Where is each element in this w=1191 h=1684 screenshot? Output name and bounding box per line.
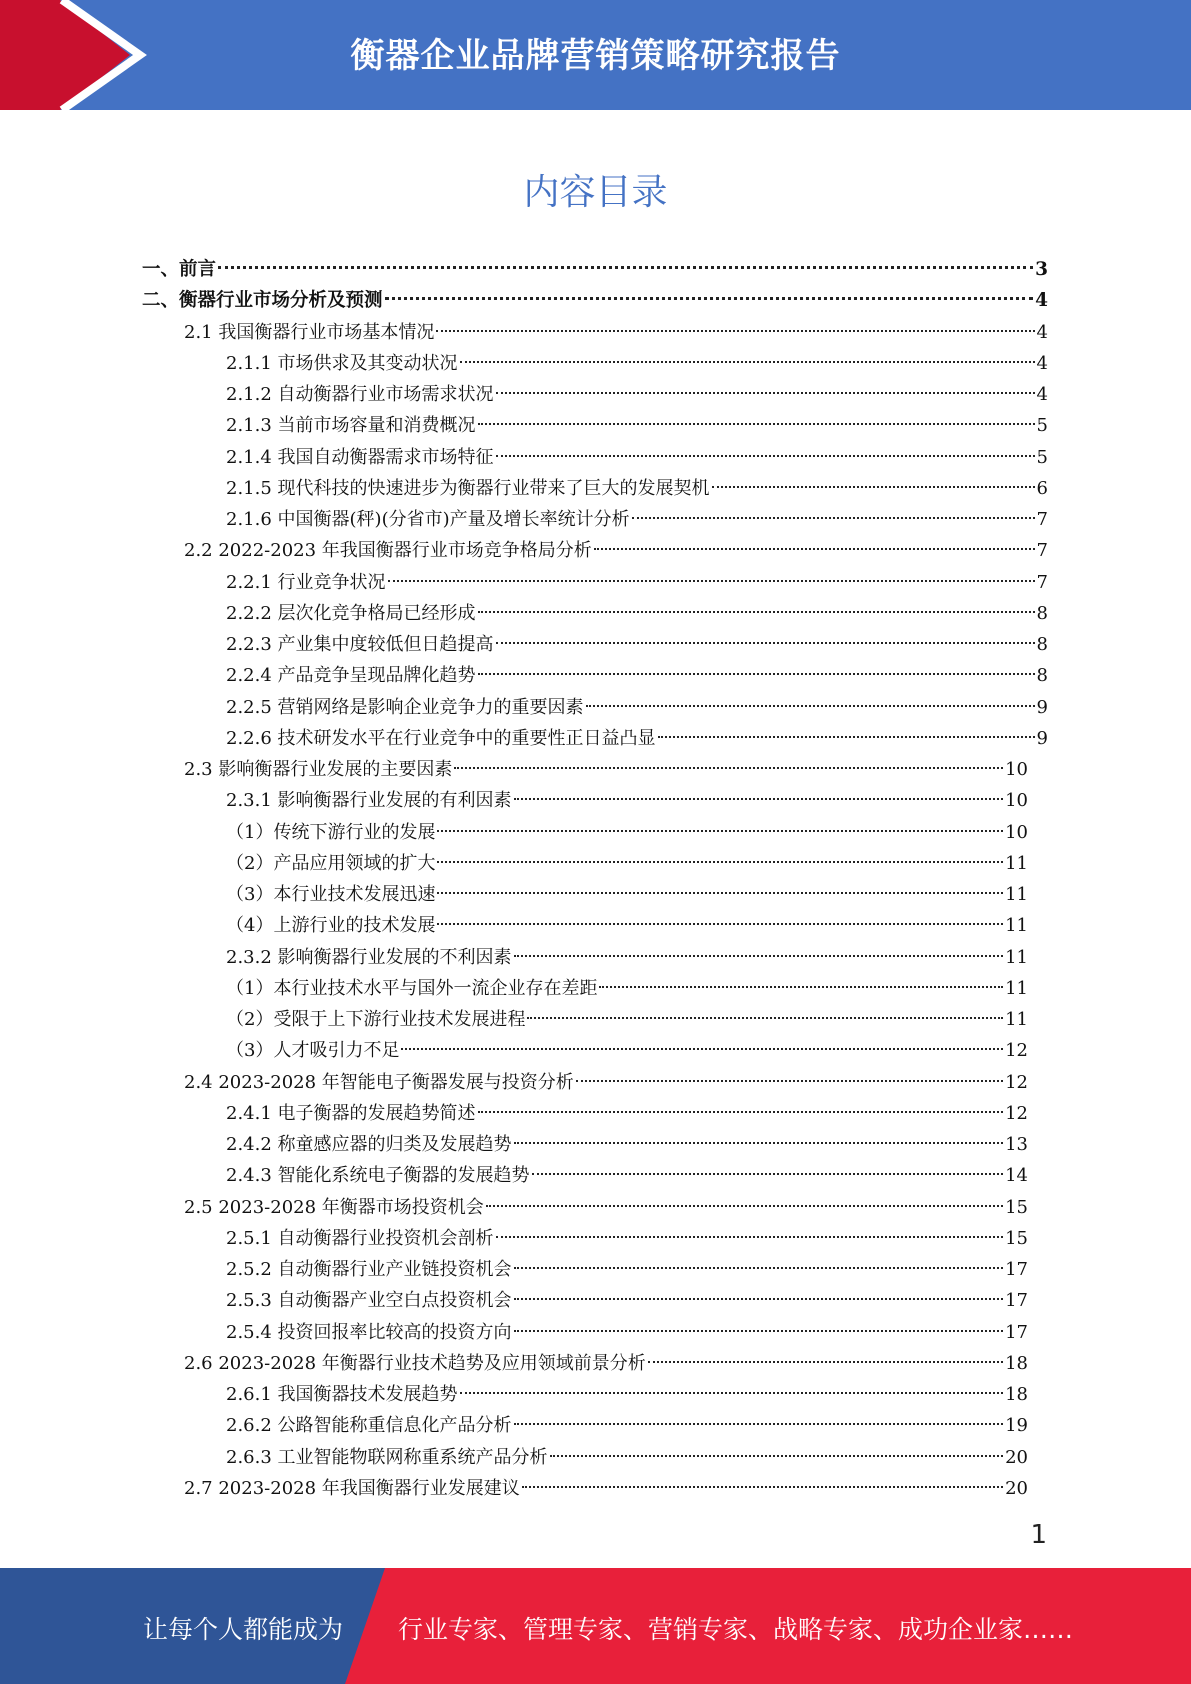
toc-entry-label: 2.1.1 市场供求及其变动状况 (226, 352, 458, 374)
toc-entry-page: 20 (1005, 1477, 1028, 1499)
toc-entry[interactable] (226, 1317, 1028, 1348)
toc-leader-dots (514, 1298, 1004, 1300)
toc-leader-dots (712, 486, 1035, 488)
toc-entry-page: 15 (1005, 1196, 1028, 1218)
toc-entry-label: （3）人才吸引力不足 (226, 1040, 400, 1062)
toc-entry-page: 11 (1005, 946, 1028, 968)
toc-entry[interactable] (226, 442, 1048, 473)
toc-entry-label: 2.2 2022-2023 年我国衡器行业市场竞争格局分析 (184, 540, 592, 562)
toc-entry[interactable] (226, 910, 1028, 941)
toc-entry[interactable] (184, 1348, 1028, 1379)
toc-leader-dots (460, 1392, 1004, 1394)
toc-entry-label: 2.2.6 技术研发水平在行业竞争中的重要性正日益凸显 (226, 727, 656, 749)
toc-entry[interactable] (142, 285, 1048, 316)
toc-entry-page: 8 (1036, 602, 1048, 624)
toc-entry-label: 2.4.1 电子衡器的发展趋势简述 (226, 1102, 476, 1124)
toc-entry-page: 7 (1036, 571, 1048, 593)
toc-leader-dots (478, 673, 1035, 675)
toc-entry-page: 7 (1036, 540, 1048, 562)
toc-entry-label: 2.6.2 公路智能称重信息化产品分析 (226, 1415, 512, 1437)
toc-entry-page: 8 (1036, 665, 1048, 687)
toc-leader-dots (478, 423, 1035, 425)
toc-entry-page: 8 (1036, 634, 1048, 655)
toc-entry[interactable] (226, 1223, 1028, 1254)
toc-entry-label: （1）传统下游行业的发展 (226, 821, 436, 843)
toc-entry-page: 4 (1036, 321, 1048, 343)
toc-entry-label: 2.5.4 投资回报率比较高的投资方向 (226, 1321, 512, 1343)
toc-entry-label: （4）上游行业的技术发展 (226, 915, 436, 937)
toc-entry-page: 5 (1036, 415, 1048, 437)
toc-entry-label: 2.2.4 产品竞争呈现品牌化趋势 (226, 665, 476, 687)
page-number: 1 (1030, 1520, 1047, 1550)
toc-entry[interactable] (226, 848, 1028, 879)
toc-entry-page: 14 (1005, 1165, 1028, 1187)
toc-entry[interactable] (226, 1379, 1028, 1410)
toc-heading: 内容目录 (523, 172, 668, 213)
toc-entry-page: 4 (1036, 352, 1048, 374)
toc-entry-page: 3 (1035, 259, 1048, 280)
toc-leader-dots (496, 455, 1035, 457)
toc-entry[interactable] (226, 567, 1048, 598)
toc-entry-page: 11 (1005, 852, 1028, 874)
toc-entry[interactable] (226, 723, 1048, 754)
toc-entry[interactable] (226, 1254, 1028, 1285)
toc-entry[interactable] (226, 379, 1048, 410)
toc-entry-label: 一、前言 (142, 259, 217, 280)
toc-entry[interactable] (226, 817, 1028, 848)
toc-entry-page: 9 (1036, 696, 1048, 718)
toc-entry-label: 2.1.6 中国衡器(秤)(分省市)产量及增长率统计分析 (226, 509, 630, 530)
toc-entry-label: 2.1.3 当前市场容量和消费概况 (226, 415, 476, 437)
toc-entry-label: 2.7 2023-2028 年我国衡器行业发展建议 (184, 1477, 520, 1499)
toc-entry[interactable] (226, 1285, 1028, 1316)
toc-leader-dots (437, 923, 1003, 925)
toc-leader-dots (527, 1017, 1003, 1019)
toc-entry[interactable] (226, 1129, 1028, 1160)
toc-entry-label: 2.4.3 智能化系统电子衡器的发展趋势 (226, 1165, 530, 1187)
toc-entry[interactable] (226, 1098, 1028, 1129)
toc-entry[interactable] (226, 504, 1048, 535)
toc-entry-label: 2.4.2 称童感应器的归类及发展趋势 (226, 1134, 512, 1155)
toc-leader-dots (514, 1423, 1004, 1425)
toc-entry-page: 9 (1036, 727, 1048, 749)
toc-entry-label: 2.2.3 产业集中度较低但日趋提高 (226, 634, 494, 655)
toc-entry[interactable] (226, 942, 1028, 973)
toc-entry[interactable] (226, 598, 1048, 629)
toc-entry-label: 2.1.5 现代科技的快速进步为衡器行业带来了巨大的发展契机 (226, 477, 710, 499)
toc-leader-dots (586, 705, 1035, 707)
toc-entry[interactable] (226, 410, 1048, 441)
toc-leader-dots (486, 1205, 1003, 1207)
report-title: 衡器企业品牌营销策略研究报告 (350, 36, 841, 76)
toc-entry-page: 12 (1005, 1071, 1028, 1093)
toc-entry[interactable] (184, 1473, 1028, 1504)
toc-entry[interactable] (142, 254, 1048, 285)
toc-entry-page: 15 (1005, 1227, 1028, 1249)
toc-entry[interactable] (226, 785, 1028, 816)
page-header (0, 0, 1191, 110)
footer-slogan-right: 行业专家、管理专家、营销专家、战略专家、成功企业家…… (398, 1615, 1074, 1644)
toc-entry-page: 6 (1036, 477, 1048, 499)
toc-entry-page: 10 (1005, 790, 1028, 812)
toc-leader-dots (388, 580, 1035, 582)
toc-leader-dots (594, 548, 1035, 550)
toc-leader-dots (550, 1455, 1004, 1457)
toc-entry-page: 10 (1005, 759, 1028, 780)
toc-entry-label: （1）本行业技术水平与国外一流企业存在差距 (226, 977, 598, 999)
toc-leader-dots (658, 736, 1035, 738)
toc-entry-page: 18 (1005, 1352, 1028, 1374)
toc-leader-dots (496, 642, 1035, 644)
toc-entry[interactable] (226, 473, 1048, 504)
toc-leader-dots (522, 1486, 1003, 1488)
toc-entry-page: 17 (1005, 1259, 1028, 1280)
toc-entry-label: （2）受限于上下游行业技术发展进程 (226, 1009, 526, 1030)
toc-leader-dots (496, 1236, 1004, 1238)
toc-leader-dots (437, 861, 1003, 863)
toc-entry-page: 20 (1005, 1446, 1028, 1468)
toc-entry-label: 2.1.4 我国自动衡器需求市场特征 (226, 446, 494, 468)
toc-entry-page: 11 (1005, 915, 1028, 937)
toc-leader-dots (385, 297, 1034, 300)
toc-entry-label: 二、衡器行业市场分析及预测 (142, 290, 383, 312)
toc-entry-label: 2.5.1 自动衡器行业投资机会剖析 (226, 1227, 494, 1249)
toc-leader-dots (454, 767, 1003, 769)
toc-entry-page: 5 (1036, 446, 1048, 468)
toc-entry-label: 2.5.3 自动衡器产业空白点投资机会 (226, 1290, 512, 1312)
footer-slogan-left: 让每个人都能成为 (143, 1615, 344, 1644)
toc-entry-page: 12 (1005, 1040, 1028, 1062)
toc-leader-dots (514, 1330, 1004, 1332)
toc-entry-label: 2.1 我国衡器行业市场基本情况 (184, 321, 435, 343)
toc-entry-page: 11 (1005, 884, 1028, 905)
toc-entry-page: 17 (1005, 1290, 1028, 1312)
toc-entry-page: 7 (1036, 509, 1048, 530)
toc-entry-label: 2.2.2 层次化竞争格局已经形成 (226, 602, 476, 624)
toc-entry-label: （3）本行业技术发展迅速 (226, 884, 436, 905)
toc-entry-label: 2.5 2023-2028 年衡器市场投资机会 (184, 1196, 484, 1218)
toc-entry-page: 17 (1005, 1321, 1028, 1343)
toc-leader-dots (648, 1361, 1003, 1363)
toc-entry-page: 10 (1005, 821, 1028, 843)
toc-entry[interactable] (226, 1410, 1028, 1441)
toc-entry[interactable] (226, 692, 1048, 723)
toc-entry-label: 2.1.2 自动衡器行业市场需求状况 (226, 384, 494, 405)
toc-entry-label: 2.5.2 自动衡器行业产业链投资机会 (226, 1259, 512, 1280)
toc-leader-dots (514, 1142, 1004, 1144)
toc-entry-page: 13 (1005, 1134, 1028, 1155)
toc-entry[interactable] (226, 348, 1048, 379)
toc-entry[interactable] (184, 754, 1028, 785)
toc-leader-dots (576, 1080, 1003, 1082)
toc-entry-label: 2.4 2023-2028 年智能电子衡器发展与投资分析 (184, 1071, 574, 1093)
toc-leader-dots (478, 611, 1035, 613)
toc-leader-dots (532, 1173, 1004, 1175)
toc-entry-label: 2.3.1 影响衡器行业发展的有利因素 (226, 790, 512, 812)
toc-leader-dots (496, 392, 1035, 394)
page-footer (0, 1568, 1191, 1684)
toc-leader-dots (460, 361, 1035, 363)
toc-entry-label: 2.2.1 行业竞争状况 (226, 571, 386, 593)
toc-entry[interactable] (184, 1192, 1028, 1223)
toc-entry[interactable] (226, 629, 1048, 660)
toc-entry[interactable] (226, 1160, 1028, 1191)
toc-entry[interactable] (226, 879, 1028, 910)
toc-entry[interactable] (184, 1067, 1028, 1098)
toc-leader-dots (599, 986, 1003, 988)
toc-leader-dots (401, 1048, 1003, 1050)
toc-leader-dots (632, 517, 1035, 519)
toc-entry-page: 4 (1035, 290, 1048, 312)
toc-entry[interactable] (226, 1442, 1028, 1473)
toc-leader-dots (514, 955, 1004, 957)
toc-entry-page: 18 (1005, 1384, 1028, 1405)
toc-entry[interactable] (226, 1004, 1028, 1035)
toc-entry-page: 11 (1005, 977, 1028, 999)
toc-entry-label: 2.6.1 我国衡器技术发展趋势 (226, 1384, 458, 1405)
toc-entry[interactable] (226, 660, 1048, 691)
toc-entry[interactable] (226, 1035, 1028, 1066)
toc-entry-label: 2.3 影响衡器行业发展的主要因素 (184, 759, 453, 780)
toc-entry-page: 19 (1005, 1415, 1028, 1437)
toc-entry-page: 11 (1005, 1009, 1028, 1030)
toc-entry-label: 2.3.2 影响衡器行业发展的不利因素 (226, 946, 512, 968)
toc-entry[interactable] (226, 973, 1028, 1004)
toc-entry-label: （2）产品应用领域的扩大 (226, 852, 436, 874)
toc-entry-label: 2.2.5 营销网络是影响企业竞争力的重要因素 (226, 696, 584, 718)
toc-leader-dots (218, 266, 1033, 269)
toc-entry[interactable] (184, 535, 1048, 566)
toc-leader-dots (437, 830, 1003, 832)
toc-leader-dots (436, 330, 1034, 332)
toc-entry-page: 4 (1036, 384, 1048, 405)
toc-entry-page: 12 (1005, 1102, 1028, 1124)
toc-leader-dots (437, 892, 1003, 894)
toc-leader-dots (514, 1267, 1004, 1269)
toc-leader-dots (478, 1111, 1004, 1113)
toc-leader-dots (514, 798, 1004, 800)
toc-entry-label: 2.6 2023-2028 年衡器行业技术趋势及应用领域前景分析 (184, 1352, 646, 1374)
toc-entry-label: 2.6.3 工业智能物联网称重系统产品分析 (226, 1446, 548, 1468)
toc-entry[interactable] (184, 317, 1048, 348)
